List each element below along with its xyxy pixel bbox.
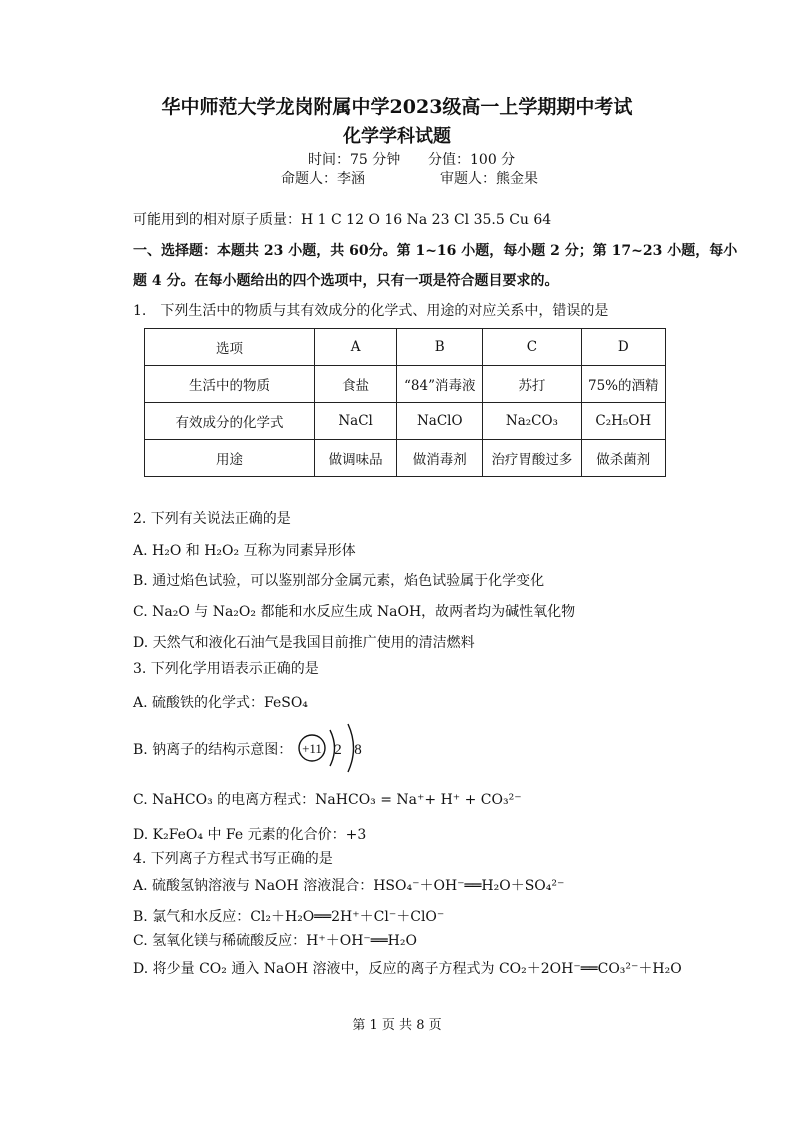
- q2-option-c: C. Na₂O 与 Na₂O₂ 都能和水反应生成 NaOH，故两者均为碱性氧化物: [133, 604, 576, 620]
- table-cell: NaCl: [315, 403, 397, 440]
- table-cell: Na₂CO₃: [483, 403, 581, 440]
- table-cell: 生活中的物质: [145, 366, 315, 403]
- exam-reviewer: 审题人：熊金果: [440, 171, 538, 187]
- shell-1-electrons: 2: [334, 742, 342, 758]
- q3-option-b: B. 钠离子的结构示意图：: [133, 742, 293, 758]
- table-row: [145, 329, 666, 366]
- table-cell: B: [397, 329, 483, 366]
- table-cell: “84”消毒液: [397, 366, 483, 403]
- exam-time: 时间：75 分钟: [308, 152, 401, 168]
- table-cell: D: [581, 329, 665, 366]
- table-cell: 做调味品: [315, 440, 397, 477]
- nucleus-charge: +11: [302, 741, 322, 756]
- section-heading-line2: 题 4 分。在每小题给出的四个选项中，只有一项是符合题目要求的。: [133, 273, 559, 289]
- q1-stem: 1. 下列生活中的物质与其有效成分的化学式、用途的对应关系中，错误的是: [133, 303, 609, 319]
- atomic-masses: 可能用到的相对原子质量：H 1 C 12 O 16 Na 23 Cl 35.5 Cu 64: [133, 212, 552, 228]
- page-footer: 第 1 页 共 8 页: [352, 1018, 442, 1033]
- table-cell: 有效成分的化学式: [145, 403, 315, 440]
- table-cell: 选项: [145, 329, 315, 366]
- table-cell: 做消毒剂: [397, 440, 483, 477]
- q3-option-c: C. NaHCO₃ 的电离方程式：NaHCO₃ = Na⁺+ H⁺ + CO₃²⁻: [133, 792, 522, 808]
- section-heading-line1: 一、选择题：本题共 23 小题，共 60分。第 1~16 小题，每小题 2 分；第 17~23 小题，每小: [133, 243, 738, 259]
- q2-option-b: B. 通过焰色试验，可以鉴别部分金属元素，焰色试验属于化学变化: [133, 573, 545, 589]
- exam-score: 分值：100 分: [428, 152, 516, 168]
- shell-2-electrons: 8: [354, 742, 362, 758]
- q3-stem: 3. 下列化学用语表示正确的是: [133, 661, 319, 677]
- q2-option-d: D. 天然气和液化石油气是我国目前推广使用的清洁燃料: [133, 635, 475, 651]
- table-row: [145, 366, 666, 403]
- exam-subtitle: 化学学科试题: [343, 126, 451, 147]
- table-cell: C: [483, 329, 581, 366]
- q1-table: [144, 328, 666, 477]
- table-cell: 做杀菌剂: [581, 440, 665, 477]
- table-row: [145, 440, 666, 477]
- table-cell: 用途: [145, 440, 315, 477]
- table-cell: A: [315, 329, 397, 366]
- table-cell: C₂H₅OH: [581, 403, 665, 440]
- q4-option-c: C. 氢氧化镁与稀硫酸反应：H⁺＋OH⁻══H₂O: [133, 933, 417, 949]
- q4-option-a: A. 硫酸氢钠溶液与 NaOH 溶液混合：HSO₄⁻＋OH⁻══H₂O＋SO₄²⁻: [133, 878, 565, 894]
- electron-shell-2-arc: [348, 724, 354, 772]
- table-cell: 治疗胃酸过多: [483, 440, 581, 477]
- q4-stem: 4. 下列离子方程式书写正确的是: [133, 851, 333, 867]
- q3-option-d: D. K₂FeO₄ 中 Fe 元素的化合价：+3: [133, 827, 367, 843]
- table-row: [145, 403, 666, 440]
- table-cell: 食盐: [315, 366, 397, 403]
- table-cell: 苏打: [483, 366, 581, 403]
- exam-author: 命题人：李涵: [281, 171, 365, 187]
- sodium-ion-structure-diagram: [297, 722, 377, 774]
- q2-option-a: A. H₂O 和 H₂O₂ 互称为同素异形体: [133, 543, 356, 559]
- q4-option-d: D. 将少量 CO₂ 通入 NaOH 溶液中，反应的离子方程式为 CO₂＋2OH⁻══CO₃²⁻＋H₂O: [133, 961, 682, 977]
- exam-title: 华中师范大学龙岗附属中学2023级高一上学期期中考试: [161, 96, 633, 118]
- q4-option-b: B. 氯气和水反应：Cl₂＋H₂O══2H⁺＋Cl⁻＋ClO⁻: [133, 909, 445, 925]
- q3-option-a: A. 硫酸铁的化学式：FeSO₄: [133, 695, 308, 711]
- q2-stem: 2. 下列有关说法正确的是: [133, 511, 291, 527]
- table-cell: 75%的酒精: [581, 366, 665, 403]
- table-cell: NaClO: [397, 403, 483, 440]
